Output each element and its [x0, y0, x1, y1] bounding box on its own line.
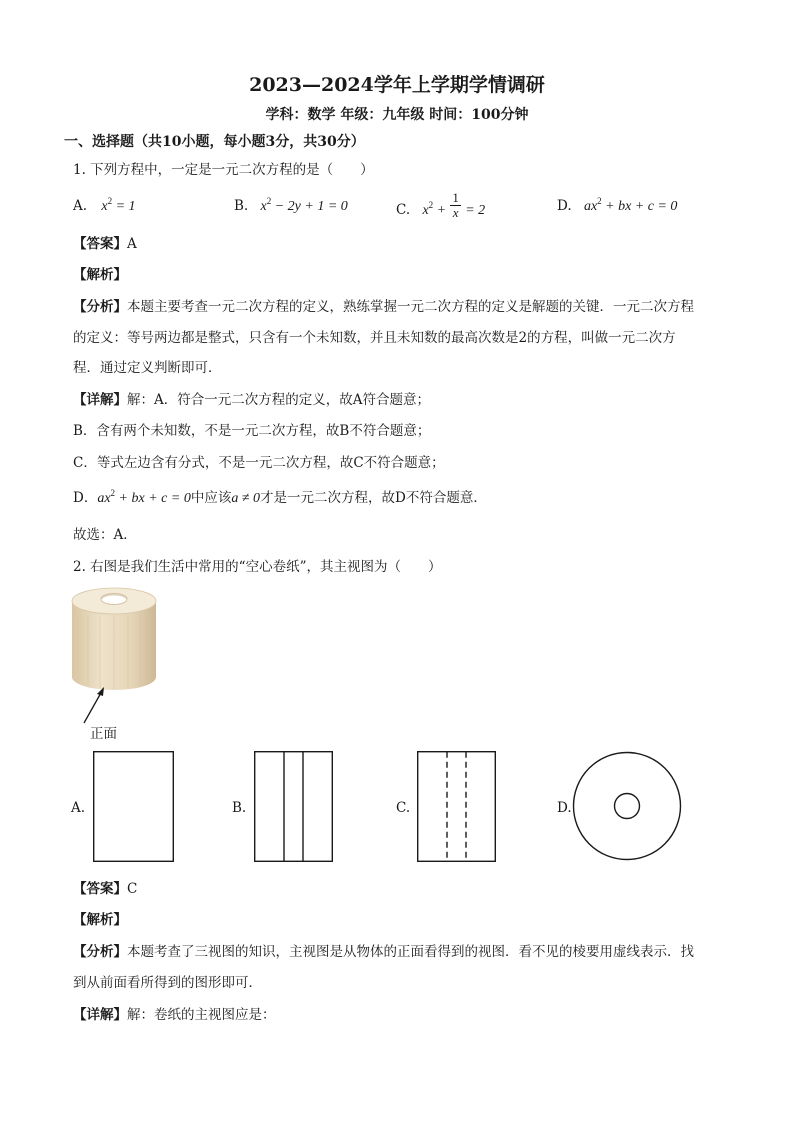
- q1-detail-b: B．含有两个未知数，不是一元二次方程，故B不符合题意；: [73, 423, 431, 439]
- q1-analysis-tag: 【解析】: [73, 267, 127, 283]
- q1-conclusion: 故选：A．: [73, 527, 137, 543]
- q2-option-b-figure: [254, 751, 334, 863]
- q1-detail-c: C．等式左边含有分式，不是一元二次方程，故C不符合题意；: [73, 455, 445, 471]
- q2-answer-tag: 【答案】: [73, 881, 127, 897]
- q1-option-c-fraction: $\frac{1}{x}$: [452, 190, 459, 220]
- q1-answer-value: A: [127, 236, 137, 252]
- q2-analysis-tag: 【解析】: [73, 912, 127, 928]
- q1-option-a-label: A.: [73, 198, 88, 214]
- paper-roll-image: [66, 585, 166, 693]
- q1-option-d: [557, 196, 677, 215]
- q2-detail-tag: 【详解】: [73, 1007, 127, 1023]
- q1-fenxi-tag: 【分析】: [73, 299, 127, 315]
- q2-option-a-label: A.: [71, 800, 86, 816]
- q1-detail-d-cond: a ≠ 0: [231, 491, 261, 506]
- q1-option-c-label: C.: [396, 202, 411, 218]
- q1-analysis: [73, 263, 127, 283]
- q2-fenxi-line1: [73, 940, 694, 960]
- q1-detail-d-prefix: D．: [73, 490, 98, 506]
- q2-detail-text: 解：卷纸的主视图应是：: [127, 1007, 276, 1023]
- q1-option-b-expr: $x^2 - 2y + 1 = 0$: [260, 196, 348, 214]
- q2-option-c-figure: [417, 751, 497, 863]
- q1-option-b-label: B.: [234, 198, 249, 214]
- q1-detail-a-text: 解：A．符合一元二次方程的定义，故A符合题意；: [127, 392, 430, 408]
- q1-fenxi-text1: 本题主要考查一元二次方程的定义，熟练掌握一元二次方程的定义是解题的关键．一元二次方程: [127, 299, 694, 315]
- q1-answer-tag: 【答案】: [73, 236, 127, 252]
- q1-option-b: [234, 196, 348, 215]
- q1-option-a-expr: $x^2 = 1$: [101, 196, 136, 214]
- q1-detail-d-suffix: 才是一元二次方程，故D不符合题意．: [260, 490, 487, 506]
- q1-fenxi-line1: [73, 295, 694, 315]
- q1-option-c: [396, 186, 486, 220]
- q1-option-c-expr-part2: = 2: [465, 203, 486, 218]
- q2-option-d-label: D.: [557, 800, 572, 816]
- q1-detail-d-mid: 中应该: [190, 490, 232, 506]
- q1-detail-a: [73, 388, 430, 408]
- q1-answer: [73, 232, 137, 252]
- q1-stem: 1. 下列方程中，一定是一元二次方程的是（ ）: [73, 162, 374, 178]
- q1-detail-tag: 【详解】: [73, 392, 127, 408]
- q1-option-d-expr: $ax^2$ + bx + c = 0: [583, 196, 678, 214]
- q2-answer: [73, 877, 137, 897]
- q2-answer-value: C: [127, 881, 138, 897]
- q1-detail-d-expr: $ax^2$ + bx + c = 0: [97, 488, 191, 506]
- q1-option-a: [73, 196, 136, 215]
- q2-stem: 2. 右图是我们生活中常用的“空心卷纸”，其主视图为（ ）: [73, 559, 442, 575]
- front-label: 正面: [90, 726, 117, 742]
- q2-fenxi-line2: 到从前面看所得到的图形即可．: [73, 975, 262, 991]
- front-arrow: [80, 685, 110, 727]
- section-heading: 一、选择题（共10小题，每小题3分，共30分）: [64, 134, 365, 150]
- q2-option-c-label: C.: [396, 800, 411, 816]
- q1-fenxi-line2: 的定义：等号两边都是整式，只含有一个未知数，并且未知数的最高次数是2的方程，叫做一元二次方: [73, 330, 676, 346]
- q1-option-c-expr-part1: $x^2$ +: [422, 200, 447, 218]
- q2-option-d-figure: [572, 751, 684, 863]
- page-title: 2023—2024学年上学期学情调研: [249, 74, 545, 96]
- q1-detail-d: [73, 486, 487, 507]
- page-subtitle: 学科：数学 年级：九年级 时间：100分钟: [265, 107, 529, 123]
- q2-detail: [73, 1003, 276, 1023]
- q2-fenxi-text1: 本题考查了三视图的知识，主视图是从物体的正面看得到的视图．看不见的棱要用虚线表示．找: [127, 944, 694, 960]
- q2-option-a-figure: [93, 751, 175, 863]
- q2-option-b-label: B.: [232, 800, 247, 816]
- q1-fenxi-line3: 程．通过定义判断即可．: [73, 360, 222, 376]
- q2-fenxi-tag: 【分析】: [73, 944, 127, 960]
- q2-analysis: [73, 908, 127, 928]
- q1-option-d-label: D.: [557, 198, 572, 214]
